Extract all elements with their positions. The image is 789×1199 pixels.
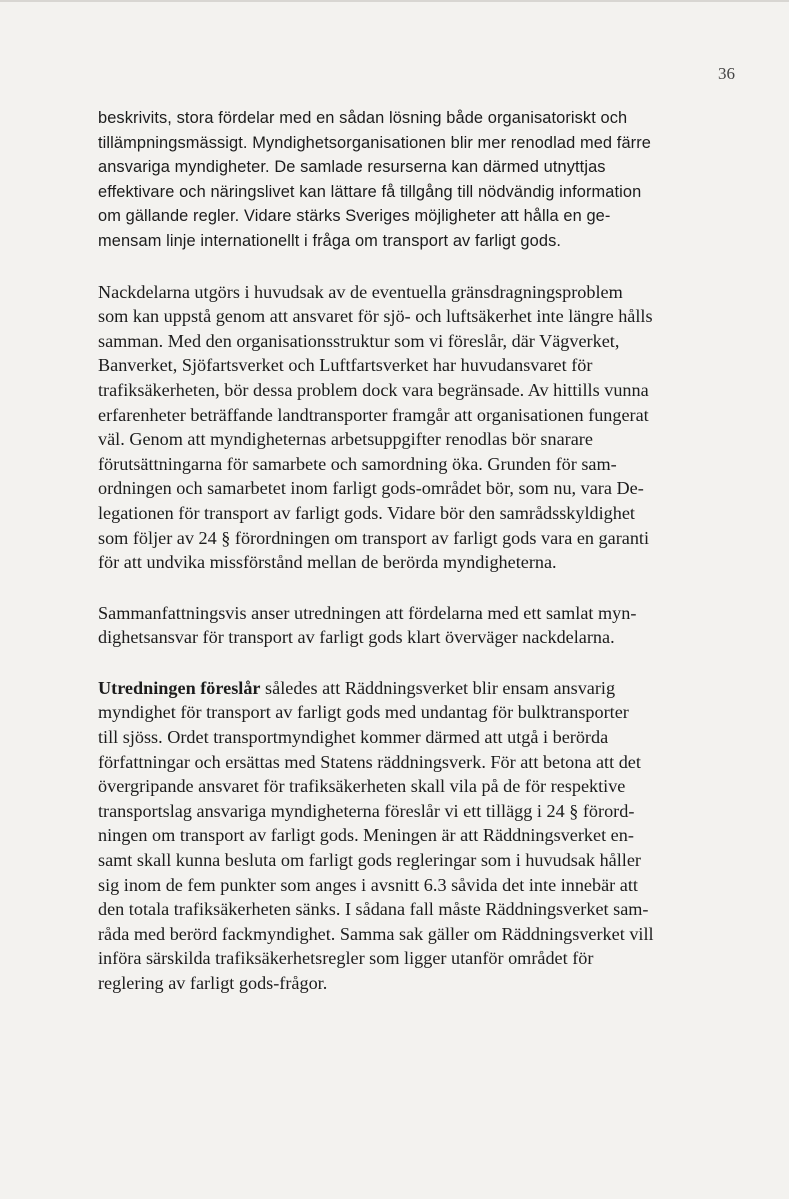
text-line: ordningen och samarbetet inom farligt gods-området bör, som nu, vara De- [98, 478, 644, 499]
text-line: förutsättningarna för samarbete och samordning öka. Grunden för sam- [98, 453, 617, 474]
text-line: övergripande ansvaret för trafiksäkerheten skall vila på de för respektive [98, 776, 626, 797]
text-line: Banverket, Sjöfartsverket och Luftfartsverket har huvudansvaret för [98, 355, 593, 376]
text-line: myndighet för transport av farligt gods med undantag för bulktransporter [98, 702, 629, 723]
proposal-lead: Utredningen föreslår [98, 677, 261, 698]
body-text [98, 106, 738, 1022]
text-line: transportslag ansvariga myndigheterna föreslår vi ett tillägg i 24 § förord- [98, 800, 635, 821]
text-line: sig inom de fem punkter som anges i avsnitt 6.3 såvida det inte innebär att [98, 874, 638, 895]
text-line: till sjöss. Ordet transportmyndighet kommer därmed att utgå i berörda [98, 727, 609, 748]
text-line: Sammanfattningsvis anser utredningen att fördelarna med ett samlat myn- [98, 602, 637, 623]
text-line: mensam linje internationellt i fråga om transport av farligt gods. [98, 231, 562, 250]
text-line: råda med berörd fackmyndighet. Samma sak gäller om Räddningsverket vill [98, 923, 654, 944]
text-line: tillämpningsmässigt. Myndighetsorganisationen blir mer renodlad med färre [98, 133, 652, 152]
text-line: erfarenheter beträffande landtransporter framgår att organisationen fungerat [98, 404, 649, 425]
text-line: som följer av 24 § förordningen om transport av farligt gods vara en garanti [98, 527, 650, 548]
text-line: beskrivits, stora fördelar med en sådan lösning både organisatoriskt och [98, 109, 628, 127]
text-line: om gällande regler. Vidare stärks Sveriges möjligheter att hålla en ge- [98, 207, 611, 226]
text-line: legationen för transport av farligt gods. Vidare bör den samrådsskyldighet [98, 502, 635, 523]
text-line: Nackdelarna utgörs i huvudsak av de eventuella gränsdragningsproblem [98, 281, 623, 302]
text-line: författningar och ersättas med Statens räddningsverk. För att betona att det [98, 751, 641, 772]
page-number: 36 [718, 64, 735, 83]
text-line: den totala trafiksäkerheten sänks. I sådana fall måste Räddningsverket sam- [98, 899, 649, 920]
paragraph-proposal [98, 676, 738, 996]
paragraph-disadvantages [98, 280, 738, 575]
text-line: reglering av farligt gods-frågor. [98, 973, 328, 993]
text-line: som kan uppstå genom att ansvaret för sjö- och luftsäkerhet inte längre hålls [98, 306, 653, 327]
text-line: väl. Genom att myndigheternas arbetsuppgifter renodlas bör snarare [98, 429, 593, 450]
paragraph-advantages [98, 106, 738, 254]
text-line [98, 676, 738, 701]
text-line: för att undvika missförstånd mellan de berörda myndigheterna. [98, 552, 557, 573]
text-line: effektivare och näringslivet kan lättare få tillgång till nödvändig information [98, 182, 642, 201]
text-line: ansvariga myndigheter. De samlade resurserna kan därmed utnyttjas [98, 158, 606, 177]
text-line: samt skall kunna besluta om farligt gods regleringar som i huvudsak håller [98, 850, 641, 871]
text-line-rest: således att Räddningsverket blir ensam ansvarig [260, 677, 616, 698]
text-line: ningen om transport av farligt gods. Meningen är att Räddningsverket en- [98, 825, 634, 846]
text-line: samman. Med den organisationsstruktur som vi föreslår, där Vägverket, [98, 330, 620, 351]
text-line: trafiksäkerheten, bör dessa problem dock vara begränsade. Av hittills vunna [98, 379, 649, 400]
paragraph-summary [98, 601, 738, 650]
text-line: införa särskilda trafiksäkerhetsregler som ligger utanför området för [98, 948, 594, 969]
text-line: dighetsansvar för transport av farligt gods klart överväger nackdelarna. [98, 627, 615, 648]
